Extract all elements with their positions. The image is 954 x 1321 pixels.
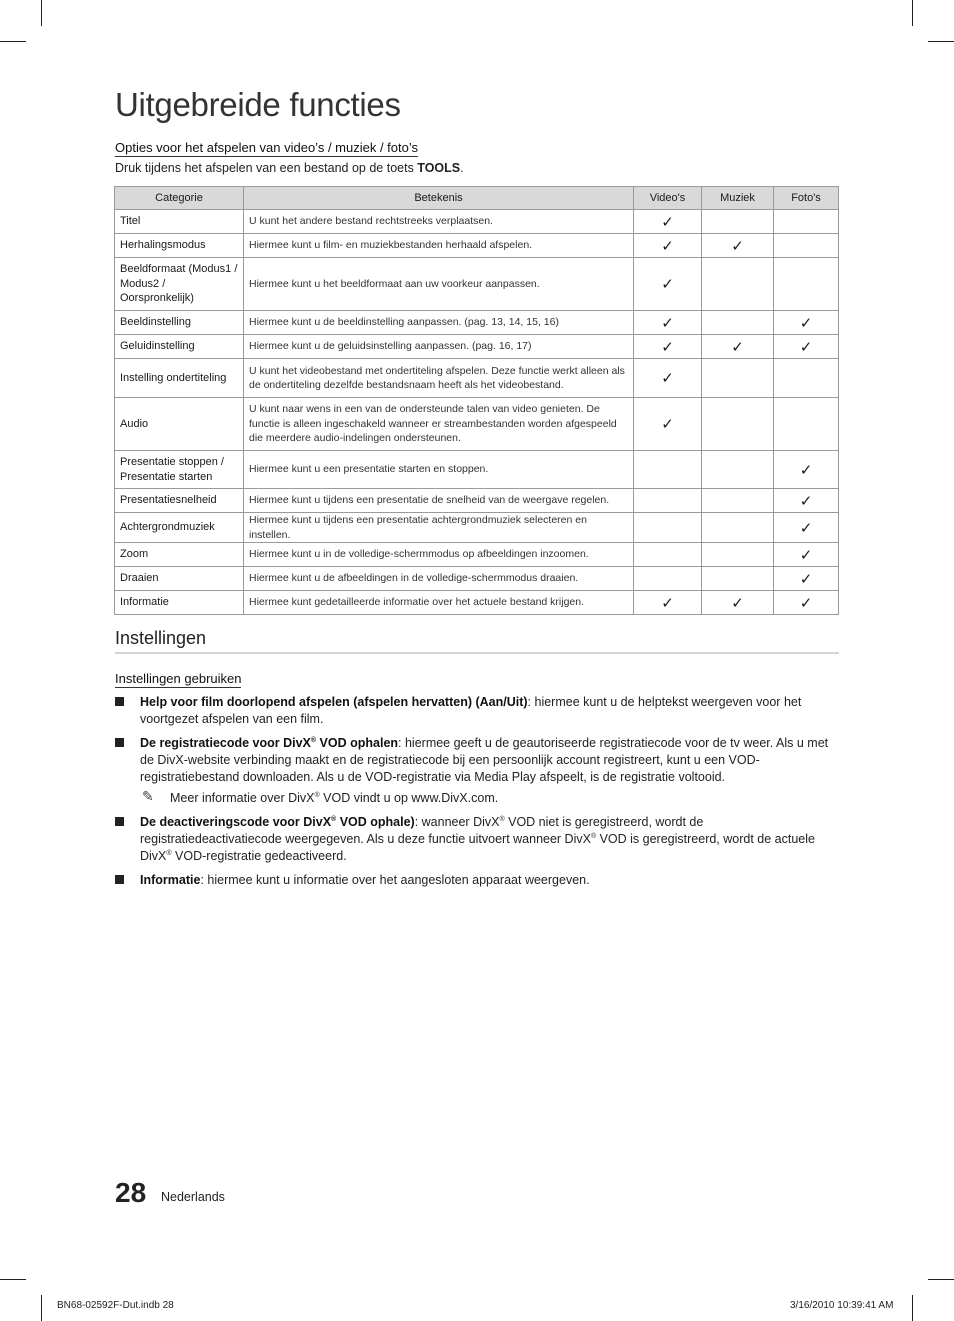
photo-check-cell: [774, 591, 839, 615]
page-number: 28: [115, 1177, 147, 1208]
video-check-cell: [634, 234, 702, 258]
music-check-cell: [702, 311, 774, 335]
table-row: [115, 234, 839, 258]
settings-list: [115, 694, 839, 896]
check-icon: ✓: [661, 276, 674, 293]
meaning-cell: Hiermee kunt u in de volledige-schermmodus op afbeeldingen inzoomen.: [244, 543, 634, 567]
music-check-cell: [702, 451, 774, 489]
music-check-cell: [702, 258, 774, 311]
category-cell: Geluidinstelling: [115, 335, 244, 359]
video-check-cell: [634, 567, 702, 591]
photo-check-cell: [774, 513, 839, 543]
crop-mark: [928, 1279, 954, 1280]
music-check-cell: [702, 398, 774, 451]
table-row: [115, 489, 839, 513]
note: ✎ Meer informatie over DivX® VOD vindt u op www.DivX.com.: [142, 788, 499, 805]
table-row: [115, 451, 839, 489]
check-icon: ✓: [799, 492, 813, 510]
category-cell: Instelling ondertiteling: [115, 359, 244, 398]
check-icon: ✓: [799, 594, 813, 612]
video-check-cell: [634, 210, 702, 234]
meaning-cell: Hiermee kunt u tijdens een presentatie de snelheid van de weergave regelen.: [244, 489, 634, 513]
meaning-cell: U kunt naar wens in een van de ondersteunde talen van video genieten. De functie is alleen ingeschakeld wanneer er streambestanden worden afgespeeld die meerdere audio-indelingen ondersteunen.: [244, 398, 634, 451]
tools-key: TOOLS: [417, 161, 461, 175]
photo-check-cell: [774, 335, 839, 359]
check-icon: ✓: [661, 338, 674, 356]
photo-check-cell: [774, 311, 839, 335]
bullet-square-icon: [115, 817, 124, 826]
photo-check-cell: [774, 489, 839, 513]
table-row: [115, 359, 839, 398]
table-row: [115, 591, 839, 615]
video-check-cell: [634, 311, 702, 335]
intro-text: Druk tijdens het afspelen van een bestand op de toets TOOLS.: [115, 161, 464, 175]
section-divider: [115, 652, 839, 654]
list-item: De registratiecode voor DivX® VOD ophalen: hiermee geeft u de geautoriseerde registratiecode voor de tv weer. Als u met de DivX-website verbinding maakt en de registratiecode bij een persoonlijk account registreert, kunt u een VOD-registratiebestand downloaden. Als u de VOD-registratie via Media Play afspeelt, is de registratie voltooid. ✎ Meer informatie over DivX® VOD vindt u op www.DivX.com.: [115, 735, 839, 807]
video-check-cell: [634, 258, 702, 311]
check-icon: ✓: [661, 237, 674, 255]
table-header-row: [115, 187, 839, 210]
music-check-cell: [702, 359, 774, 398]
music-check-cell: [702, 234, 774, 258]
table-row: [115, 567, 839, 591]
print-timestamp: 3/16/2010 10:39:41 AM: [790, 1300, 894, 1311]
page-title: Uitgebreide functies: [115, 86, 401, 123]
check-icon: ✓: [731, 338, 744, 356]
pencil-note-icon: ✎: [142, 788, 154, 804]
crop-mark: [41, 1295, 42, 1321]
table-row: [115, 398, 839, 451]
meaning-cell: Hiermee kunt u de geluidsinstelling aanpassen. (pag. 16, 17): [244, 335, 634, 359]
category-cell: Achtergrondmuziek: [115, 513, 244, 543]
check-icon: ✓: [661, 594, 674, 612]
video-check-cell: [634, 451, 702, 489]
crop-mark: [912, 1295, 913, 1321]
check-icon: ✓: [661, 370, 674, 387]
video-check-cell: [634, 543, 702, 567]
check-icon: ✓: [799, 570, 813, 588]
col-header-photo: Foto's: [774, 187, 839, 210]
bullet-square-icon: [115, 738, 124, 747]
check-icon: ✓: [731, 237, 744, 255]
category-cell: Informatie: [115, 591, 244, 615]
crop-mark: [928, 41, 954, 42]
table-row: [115, 543, 839, 567]
check-icon: ✓: [799, 519, 813, 537]
meaning-cell: Hiermee kunt u de beeldinstelling aanpassen. (pag. 13, 14, 15, 16): [244, 311, 634, 335]
page-language: Nederlands: [161, 1190, 225, 1204]
meaning-cell: U kunt het andere bestand rechtstreeks verplaatsen.: [244, 210, 634, 234]
meaning-cell: Hiermee kunt gedetailleerde informatie over het actuele bestand krijgen.: [244, 591, 634, 615]
crop-mark: [912, 0, 913, 26]
meaning-cell: Hiermee kunt u tijdens een presentatie achtergrondmuziek selecteren en instellen.: [244, 513, 634, 543]
music-check-cell: [702, 210, 774, 234]
options-heading: Opties voor het afspelen van video’s / muziek / foto’s: [115, 140, 419, 155]
crop-mark: [0, 41, 26, 42]
crop-mark: [41, 0, 42, 26]
check-icon: ✓: [661, 416, 674, 433]
check-icon: ✓: [661, 314, 674, 332]
category-cell: Beeldinstelling: [115, 311, 244, 335]
category-cell: Presentatie stoppen / Presentatie starten: [115, 451, 244, 489]
bullet-square-icon: [115, 697, 124, 706]
video-check-cell: [634, 359, 702, 398]
music-check-cell: [702, 489, 774, 513]
table-row: [115, 335, 839, 359]
bullet-square-icon: [115, 875, 124, 884]
col-header-category: Categorie: [115, 187, 244, 210]
music-check-cell: [702, 335, 774, 359]
photo-check-cell: [774, 451, 839, 489]
photo-check-cell: [774, 398, 839, 451]
settings-subheading: Instellingen gebruiken: [115, 671, 242, 686]
table-row: [115, 258, 839, 311]
col-header-music: Muziek: [702, 187, 774, 210]
photo-check-cell: [774, 258, 839, 311]
category-cell: Herhalingsmodus: [115, 234, 244, 258]
photo-check-cell: [774, 567, 839, 591]
meaning-cell: Hiermee kunt u het beeldformaat aan uw voorkeur aanpassen.: [244, 258, 634, 311]
crop-mark: [0, 1279, 26, 1280]
col-header-meaning: Betekenis: [244, 187, 634, 210]
music-check-cell: [702, 543, 774, 567]
meaning-cell: Hiermee kunt u een presentatie starten en stoppen.: [244, 451, 634, 489]
video-check-cell: [634, 513, 702, 543]
category-cell: Audio: [115, 398, 244, 451]
music-check-cell: [702, 591, 774, 615]
photo-check-cell: [774, 210, 839, 234]
check-icon: ✓: [799, 338, 813, 356]
list-item: Help voor film doorlopend afspelen (afspelen hervatten) (Aan/Uit): hiermee kunt u de helptekst weergeven voor het voortgezet afspelen van een film.: [115, 694, 839, 728]
section-title: Instellingen: [115, 628, 207, 648]
photo-check-cell: [774, 543, 839, 567]
video-check-cell: [634, 489, 702, 513]
check-icon: ✓: [799, 314, 813, 332]
video-check-cell: [634, 335, 702, 359]
category-cell: Titel: [115, 210, 244, 234]
table-row: [115, 311, 839, 335]
table-body: [115, 210, 839, 615]
table-row: [115, 513, 839, 543]
check-icon: ✓: [799, 546, 813, 564]
music-check-cell: [702, 513, 774, 543]
video-check-cell: [634, 591, 702, 615]
meaning-cell: U kunt het videobestand met ondertiteling afspelen. Deze functie werkt alleen als de ondertiteling dezelfde bestandsnaam heeft als het videobestand.: [244, 359, 634, 398]
check-icon: ✓: [799, 461, 813, 479]
video-check-cell: [634, 398, 702, 451]
meaning-cell: Hiermee kunt u de afbeeldingen in de volledige-schermmodus draaien.: [244, 567, 634, 591]
list-item: Informatie: hiermee kunt u informatie over het aangesloten apparaat weergeven.: [115, 872, 839, 889]
photo-check-cell: [774, 359, 839, 398]
category-cell: Zoom: [115, 543, 244, 567]
photo-check-cell: [774, 234, 839, 258]
meaning-cell: Hiermee kunt u film- en muziekbestanden herhaald afspelen.: [244, 234, 634, 258]
check-icon: ✓: [661, 213, 674, 231]
table-row: [115, 210, 839, 234]
category-cell: Draaien: [115, 567, 244, 591]
category-cell: Beeldformaat (Modus1 / Modus2 / Oorspronkelijk): [115, 258, 244, 311]
check-icon: ✓: [731, 594, 744, 612]
options-table: [114, 186, 839, 615]
col-header-video: Video's: [634, 187, 702, 210]
music-check-cell: [702, 567, 774, 591]
print-file-info: BN68-02592F-Dut.indb 28: [57, 1300, 174, 1311]
category-cell: Presentatiesnelheid: [115, 489, 244, 513]
list-item: De deactiveringscode voor DivX® VOD ophale): wanneer DivX® VOD niet is geregistreerd, wordt de registratiedeactivatiecode weergegeven. Als u deze functie uitvoert wanneer DivX® VOD is geregistreerd, wordt de actuele DivX® VOD-registratie gedeactiveerd.: [115, 814, 839, 865]
